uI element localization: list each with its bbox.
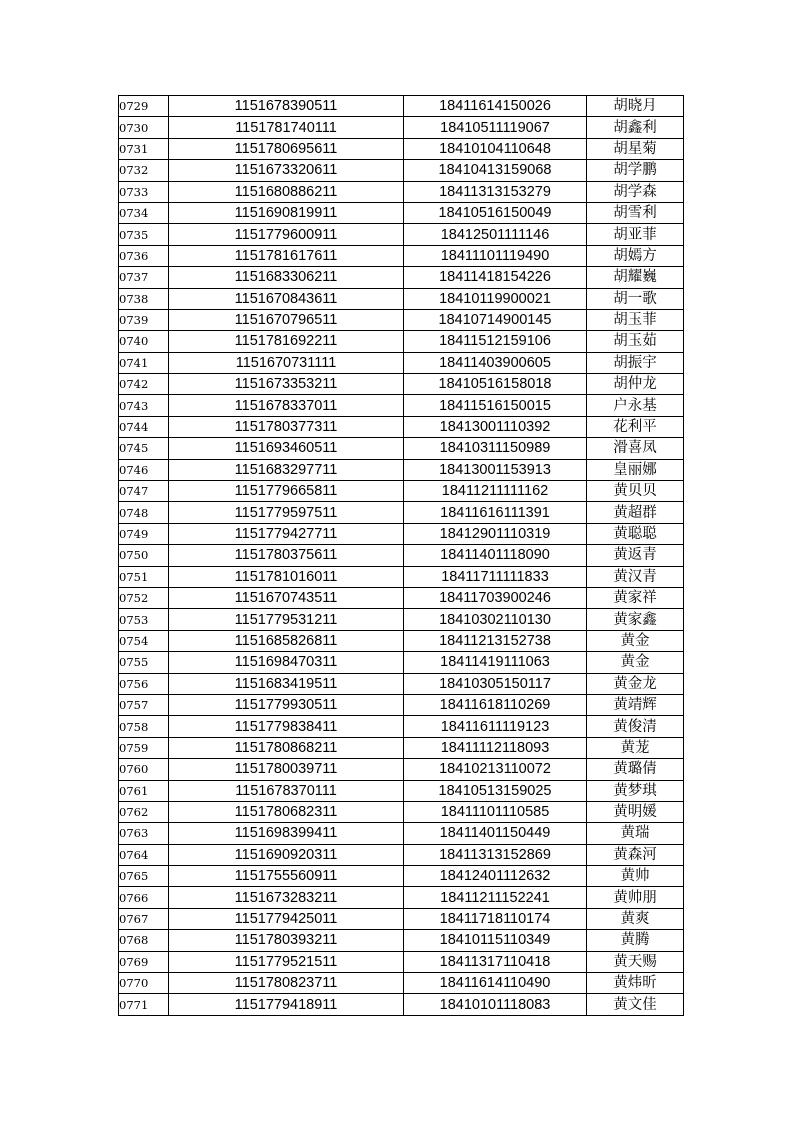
exam-number-cell: 18410714900145 bbox=[404, 309, 587, 330]
table-row bbox=[119, 694, 684, 715]
exam-number-cell: 18411401150449 bbox=[404, 823, 587, 844]
student-id-cell: 1151698399411 bbox=[169, 823, 404, 844]
table-row bbox=[119, 352, 684, 373]
row-index-cell: 0751 bbox=[119, 566, 169, 587]
person-name-cell: 黄贝贝 bbox=[587, 481, 684, 502]
person-name-cell: 黄腾 bbox=[587, 930, 684, 951]
table-row bbox=[119, 801, 684, 822]
row-index-cell: 0734 bbox=[119, 202, 169, 223]
student-id-cell: 1151780682311 bbox=[169, 801, 404, 822]
person-name-cell: 胡振宇 bbox=[587, 352, 684, 373]
table-row bbox=[119, 416, 684, 437]
row-index-cell: 0746 bbox=[119, 459, 169, 480]
table-row bbox=[119, 780, 684, 801]
person-name-cell: 胡仲龙 bbox=[587, 374, 684, 395]
student-id-cell: 1151779665811 bbox=[169, 481, 404, 502]
row-index-cell: 0755 bbox=[119, 652, 169, 673]
student-id-cell: 1151779425011 bbox=[169, 908, 404, 929]
person-name-cell: 黄帅朋 bbox=[587, 887, 684, 908]
table-row bbox=[119, 309, 684, 330]
row-index-cell: 0763 bbox=[119, 823, 169, 844]
student-id-cell: 1151780695611 bbox=[169, 138, 404, 159]
person-name-cell: 胡亚菲 bbox=[587, 224, 684, 245]
row-index-cell: 0769 bbox=[119, 951, 169, 972]
row-index-cell: 0747 bbox=[119, 481, 169, 502]
roster-table bbox=[118, 95, 684, 1016]
row-index-cell: 0745 bbox=[119, 438, 169, 459]
row-index-cell: 0738 bbox=[119, 288, 169, 309]
student-id-cell: 1151779531211 bbox=[169, 609, 404, 630]
student-id-cell: 1151683306211 bbox=[169, 267, 404, 288]
person-name-cell: 黄汉青 bbox=[587, 566, 684, 587]
table-row bbox=[119, 566, 684, 587]
exam-number-cell: 18411419111063 bbox=[404, 652, 587, 673]
person-name-cell: 黄天赐 bbox=[587, 951, 684, 972]
person-name-cell: 滑喜凤 bbox=[587, 438, 684, 459]
row-index-cell: 0740 bbox=[119, 331, 169, 352]
exam-number-cell: 18412401112632 bbox=[404, 866, 587, 887]
table-row bbox=[119, 523, 684, 544]
person-name-cell: 黄聪聪 bbox=[587, 523, 684, 544]
row-index-cell: 0768 bbox=[119, 930, 169, 951]
student-id-cell: 1151780039711 bbox=[169, 759, 404, 780]
exam-number-cell: 18410115110349 bbox=[404, 930, 587, 951]
student-id-cell: 1151690920311 bbox=[169, 844, 404, 865]
student-id-cell: 1151670843611 bbox=[169, 288, 404, 309]
table-row bbox=[119, 288, 684, 309]
exam-number-cell: 18410305150117 bbox=[404, 673, 587, 694]
person-name-cell: 黄返青 bbox=[587, 545, 684, 566]
table-row bbox=[119, 951, 684, 972]
person-name-cell: 黄文佳 bbox=[587, 994, 684, 1015]
exam-number-cell: 18410101118083 bbox=[404, 994, 587, 1015]
row-index-cell: 0758 bbox=[119, 716, 169, 737]
student-id-cell: 1151780823711 bbox=[169, 973, 404, 994]
student-id-cell: 1151780393211 bbox=[169, 930, 404, 951]
exam-number-cell: 18411614110490 bbox=[404, 973, 587, 994]
person-name-cell: 黄瑞 bbox=[587, 823, 684, 844]
row-index-cell: 0754 bbox=[119, 630, 169, 651]
row-index-cell: 0753 bbox=[119, 609, 169, 630]
row-index-cell: 0771 bbox=[119, 994, 169, 1015]
exam-number-cell: 18410104110648 bbox=[404, 138, 587, 159]
student-id-cell: 1151779597511 bbox=[169, 502, 404, 523]
row-index-cell: 0770 bbox=[119, 973, 169, 994]
exam-number-cell: 18411211152241 bbox=[404, 887, 587, 908]
student-id-cell: 1151673353211 bbox=[169, 374, 404, 395]
exam-number-cell: 18411403900605 bbox=[404, 352, 587, 373]
person-name-cell: 黄茏 bbox=[587, 737, 684, 758]
student-id-cell: 1151779418911 bbox=[169, 994, 404, 1015]
exam-number-cell: 18410511119067 bbox=[404, 117, 587, 138]
table-row bbox=[119, 245, 684, 266]
person-name-cell: 黄超群 bbox=[587, 502, 684, 523]
table-row bbox=[119, 331, 684, 352]
exam-number-cell: 18411418154226 bbox=[404, 267, 587, 288]
table-row bbox=[119, 630, 684, 651]
student-id-cell: 1151779930511 bbox=[169, 694, 404, 715]
table-row bbox=[119, 609, 684, 630]
exam-number-cell: 18410516158018 bbox=[404, 374, 587, 395]
person-name-cell: 皇丽娜 bbox=[587, 459, 684, 480]
person-name-cell: 胡星菊 bbox=[587, 138, 684, 159]
table-row bbox=[119, 267, 684, 288]
table-row bbox=[119, 930, 684, 951]
table-row bbox=[119, 502, 684, 523]
row-index-cell: 0730 bbox=[119, 117, 169, 138]
row-index-cell: 0736 bbox=[119, 245, 169, 266]
row-index-cell: 0732 bbox=[119, 160, 169, 181]
exam-number-cell: 18410119900021 bbox=[404, 288, 587, 309]
student-id-cell: 1151779838411 bbox=[169, 716, 404, 737]
student-id-cell: 1151678390511 bbox=[169, 96, 404, 117]
person-name-cell: 黄金 bbox=[587, 652, 684, 673]
student-id-cell: 1151780377311 bbox=[169, 416, 404, 437]
exam-number-cell: 18413001110392 bbox=[404, 416, 587, 437]
exam-number-cell: 18410311150989 bbox=[404, 438, 587, 459]
row-index-cell: 0742 bbox=[119, 374, 169, 395]
person-name-cell: 胡学森 bbox=[587, 181, 684, 202]
table-row bbox=[119, 716, 684, 737]
exam-number-cell: 18410213110072 bbox=[404, 759, 587, 780]
table-row bbox=[119, 994, 684, 1015]
person-name-cell: 胡晓月 bbox=[587, 96, 684, 117]
student-id-cell: 1151779521511 bbox=[169, 951, 404, 972]
exam-number-cell: 18411703900246 bbox=[404, 587, 587, 608]
exam-number-cell: 18411317110418 bbox=[404, 951, 587, 972]
table-row bbox=[119, 459, 684, 480]
table-row bbox=[119, 117, 684, 138]
exam-number-cell: 18410513159025 bbox=[404, 780, 587, 801]
table-row bbox=[119, 138, 684, 159]
person-name-cell: 花利平 bbox=[587, 416, 684, 437]
person-name-cell: 黄俊清 bbox=[587, 716, 684, 737]
row-index-cell: 0767 bbox=[119, 908, 169, 929]
row-index-cell: 0733 bbox=[119, 181, 169, 202]
exam-number-cell: 18411112118093 bbox=[404, 737, 587, 758]
student-id-cell: 1151683297711 bbox=[169, 459, 404, 480]
person-name-cell: 黄金 bbox=[587, 630, 684, 651]
exam-number-cell: 18411711111833 bbox=[404, 566, 587, 587]
student-id-cell: 1151780868211 bbox=[169, 737, 404, 758]
row-index-cell: 0749 bbox=[119, 523, 169, 544]
table-row bbox=[119, 181, 684, 202]
student-id-cell: 1151678337011 bbox=[169, 395, 404, 416]
student-id-cell: 1151670731111 bbox=[169, 352, 404, 373]
person-name-cell: 胡一歌 bbox=[587, 288, 684, 309]
student-id-cell: 1151673283211 bbox=[169, 887, 404, 908]
person-name-cell: 胡学鹏 bbox=[587, 160, 684, 181]
student-id-cell: 1151779427711 bbox=[169, 523, 404, 544]
exam-number-cell: 18411614150026 bbox=[404, 96, 587, 117]
person-name-cell: 胡雪利 bbox=[587, 202, 684, 223]
person-name-cell: 胡玉茹 bbox=[587, 331, 684, 352]
exam-number-cell: 18412501111146 bbox=[404, 224, 587, 245]
person-name-cell: 黄家祥 bbox=[587, 587, 684, 608]
exam-number-cell: 18410302110130 bbox=[404, 609, 587, 630]
person-name-cell: 黄家鑫 bbox=[587, 609, 684, 630]
exam-number-cell: 18411101119490 bbox=[404, 245, 587, 266]
exam-number-cell: 18411512159106 bbox=[404, 331, 587, 352]
person-name-cell: 户永基 bbox=[587, 395, 684, 416]
table-row bbox=[119, 481, 684, 502]
roster-table-body bbox=[119, 96, 684, 1016]
exam-number-cell: 18410516150049 bbox=[404, 202, 587, 223]
table-row bbox=[119, 887, 684, 908]
person-name-cell: 黄森河 bbox=[587, 844, 684, 865]
student-id-cell: 1151690819911 bbox=[169, 202, 404, 223]
exam-number-cell: 18411101110585 bbox=[404, 801, 587, 822]
student-id-cell: 1151779600911 bbox=[169, 224, 404, 245]
student-id-cell: 1151683419511 bbox=[169, 673, 404, 694]
row-index-cell: 0759 bbox=[119, 737, 169, 758]
table-row bbox=[119, 395, 684, 416]
exam-number-cell: 18410413159068 bbox=[404, 160, 587, 181]
row-index-cell: 0761 bbox=[119, 780, 169, 801]
table-row bbox=[119, 866, 684, 887]
table-row bbox=[119, 202, 684, 223]
student-id-cell: 1151780375611 bbox=[169, 545, 404, 566]
table-row bbox=[119, 844, 684, 865]
exam-number-cell: 18411718110174 bbox=[404, 908, 587, 929]
row-index-cell: 0739 bbox=[119, 309, 169, 330]
table-row bbox=[119, 759, 684, 780]
exam-number-cell: 18411401118090 bbox=[404, 545, 587, 566]
person-name-cell: 胡鑫利 bbox=[587, 117, 684, 138]
exam-number-cell: 18411616111391 bbox=[404, 502, 587, 523]
student-id-cell: 1151781016011 bbox=[169, 566, 404, 587]
table-row bbox=[119, 908, 684, 929]
exam-number-cell: 18411313153279 bbox=[404, 181, 587, 202]
exam-number-cell: 18411211111162 bbox=[404, 481, 587, 502]
table-row bbox=[119, 438, 684, 459]
table-row bbox=[119, 224, 684, 245]
person-name-cell: 黄金龙 bbox=[587, 673, 684, 694]
table-row bbox=[119, 587, 684, 608]
person-name-cell: 黄帅 bbox=[587, 866, 684, 887]
row-index-cell: 0766 bbox=[119, 887, 169, 908]
person-name-cell: 黄梦琪 bbox=[587, 780, 684, 801]
row-index-cell: 0750 bbox=[119, 545, 169, 566]
row-index-cell: 0760 bbox=[119, 759, 169, 780]
student-id-cell: 1151693460511 bbox=[169, 438, 404, 459]
exam-number-cell: 18413001153913 bbox=[404, 459, 587, 480]
row-index-cell: 0735 bbox=[119, 224, 169, 245]
student-id-cell: 1151673320611 bbox=[169, 160, 404, 181]
student-id-cell: 1151755560911 bbox=[169, 866, 404, 887]
student-id-cell: 1151781740111 bbox=[169, 117, 404, 138]
student-id-cell: 1151678370111 bbox=[169, 780, 404, 801]
row-index-cell: 0757 bbox=[119, 694, 169, 715]
exam-number-cell: 18411618110269 bbox=[404, 694, 587, 715]
exam-number-cell: 18411516150015 bbox=[404, 395, 587, 416]
exam-number-cell: 18412901110319 bbox=[404, 523, 587, 544]
row-index-cell: 0765 bbox=[119, 866, 169, 887]
student-id-cell: 1151670796511 bbox=[169, 309, 404, 330]
row-index-cell: 0748 bbox=[119, 502, 169, 523]
table-row bbox=[119, 545, 684, 566]
table-row bbox=[119, 374, 684, 395]
exam-number-cell: 18411611119123 bbox=[404, 716, 587, 737]
table-row bbox=[119, 96, 684, 117]
person-name-cell: 黄璐倩 bbox=[587, 759, 684, 780]
row-index-cell: 0737 bbox=[119, 267, 169, 288]
table-row bbox=[119, 973, 684, 994]
table-row bbox=[119, 673, 684, 694]
person-name-cell: 胡玉菲 bbox=[587, 309, 684, 330]
exam-number-cell: 18411313152869 bbox=[404, 844, 587, 865]
row-index-cell: 0762 bbox=[119, 801, 169, 822]
row-index-cell: 0764 bbox=[119, 844, 169, 865]
table-row bbox=[119, 737, 684, 758]
exam-number-cell: 18411213152738 bbox=[404, 630, 587, 651]
student-id-cell: 1151685826811 bbox=[169, 630, 404, 651]
person-name-cell: 黄靖辉 bbox=[587, 694, 684, 715]
table-row bbox=[119, 160, 684, 181]
person-name-cell: 胡嫣方 bbox=[587, 245, 684, 266]
row-index-cell: 0743 bbox=[119, 395, 169, 416]
row-index-cell: 0741 bbox=[119, 352, 169, 373]
student-id-cell: 1151781692211 bbox=[169, 331, 404, 352]
student-id-cell: 1151680886211 bbox=[169, 181, 404, 202]
table-row bbox=[119, 823, 684, 844]
table-row bbox=[119, 652, 684, 673]
person-name-cell: 胡耀巍 bbox=[587, 267, 684, 288]
row-index-cell: 0756 bbox=[119, 673, 169, 694]
row-index-cell: 0729 bbox=[119, 96, 169, 117]
person-name-cell: 黄爽 bbox=[587, 908, 684, 929]
row-index-cell: 0744 bbox=[119, 416, 169, 437]
row-index-cell: 0731 bbox=[119, 138, 169, 159]
person-name-cell: 黄炜昕 bbox=[587, 973, 684, 994]
student-id-cell: 1151670743511 bbox=[169, 587, 404, 608]
student-id-cell: 1151781617611 bbox=[169, 245, 404, 266]
row-index-cell: 0752 bbox=[119, 587, 169, 608]
student-id-cell: 1151698470311 bbox=[169, 652, 404, 673]
person-name-cell: 黄明媛 bbox=[587, 801, 684, 822]
